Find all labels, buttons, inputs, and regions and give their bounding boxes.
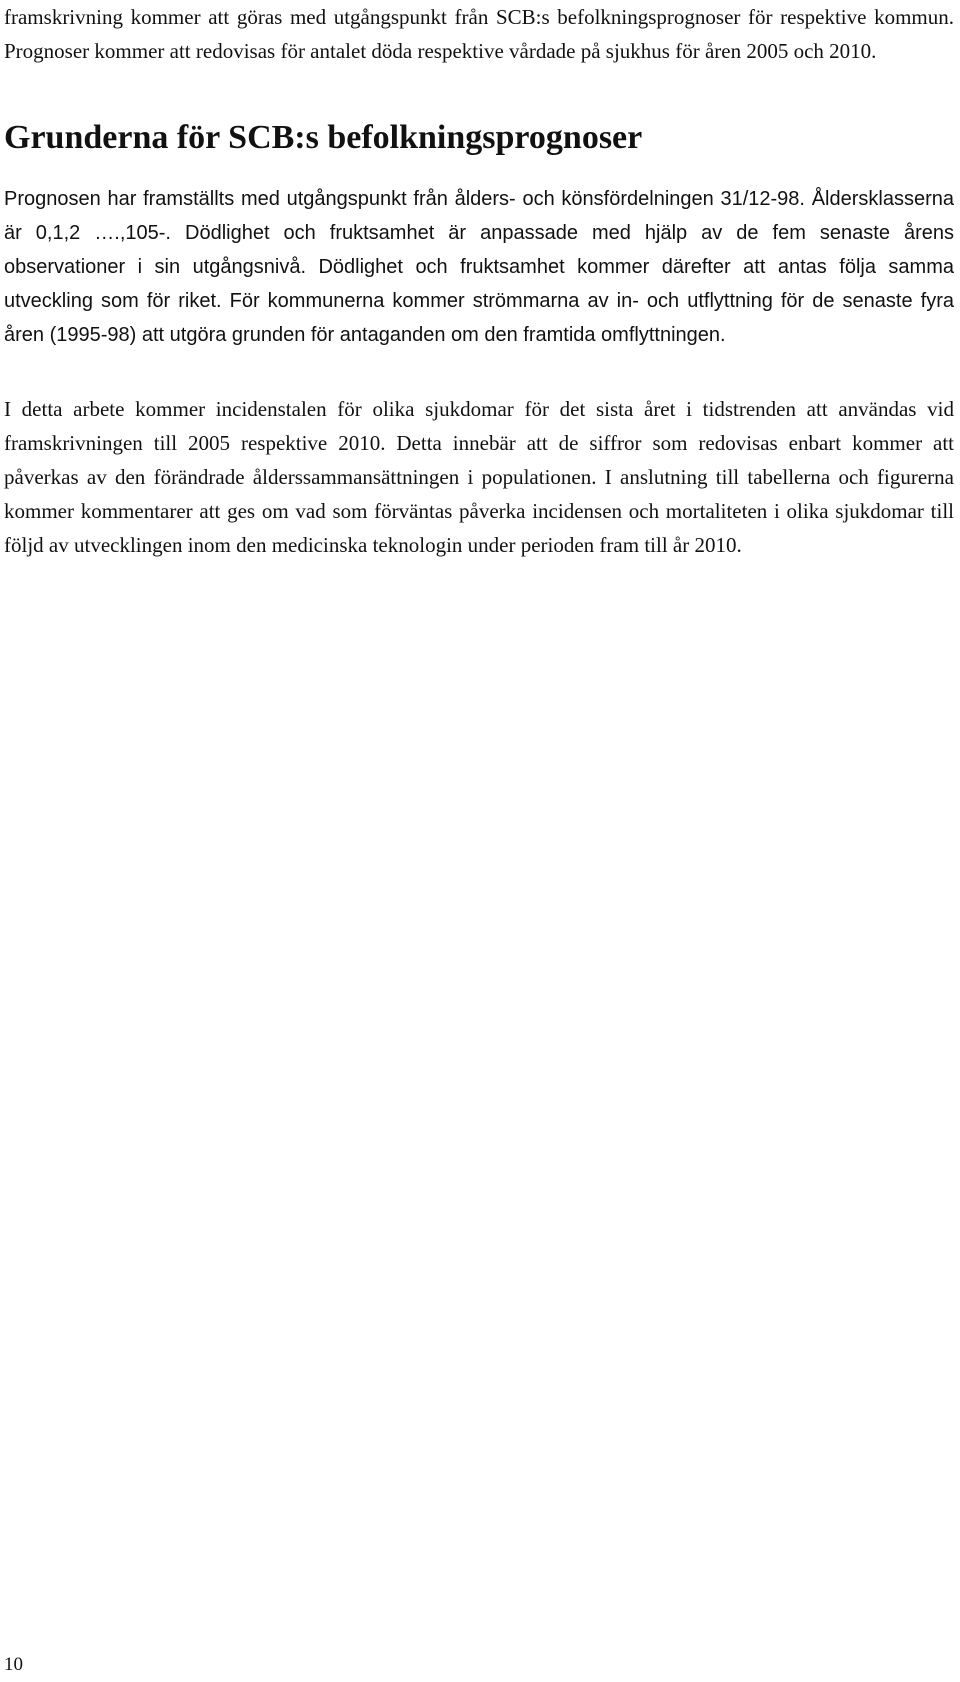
incidence-paragraph: I detta arbete kommer incidenstalen för olika sjukdomar för det sista året i tidstrenden att användas vid framskrivningen till 2005 respektive 2010. Detta innebär att de siffror som redovisas enbart kommer att påverkas av den förändrade ålderssammansättningen i populationen. I anslutning till tabellerna och figurerna kommer kommentarer att ges om vad som förväntas påverka incidensen och mortaliteten i olika sjukdomar till följd av utvecklingen inom den medicinska teknologin under perioden fram till år 2010. bbox=[4, 397, 954, 557]
page-number: 10 bbox=[4, 1654, 23, 1675]
population-forecast-paragraph: Prognosen har framställts med utgångspunkt från ålders- och könsfördelningen 31/12-98. Åldersklasserna är 0,1,2 ….,105-. Dödlighet och fruktsamhet är anpassade med hjälp av de fem senaste årens observationer i sin utgångsnivå. Dödlighet och fruktsamhet kommer därefter att antas följa samma utveckling som för riket. För kommunerna kommer strömmarna av in- och utflyttning för de senaste fyra åren (1995-98) att utgöra grunden för antaganden om den framtida omflyttningen. bbox=[4, 188, 954, 346]
section-heading: Grunderna för SCB:s befolkningsprognoser bbox=[4, 119, 643, 156]
intro-paragraph: framskrivning kommer att göras med utgångspunkt från SCB:s befolkningsprognoser för respektive kommun. Prognoser kommer att redovisas för antalet döda respektive vårdade på sjukhus för åren 2005 och 2010. bbox=[4, 5, 954, 63]
